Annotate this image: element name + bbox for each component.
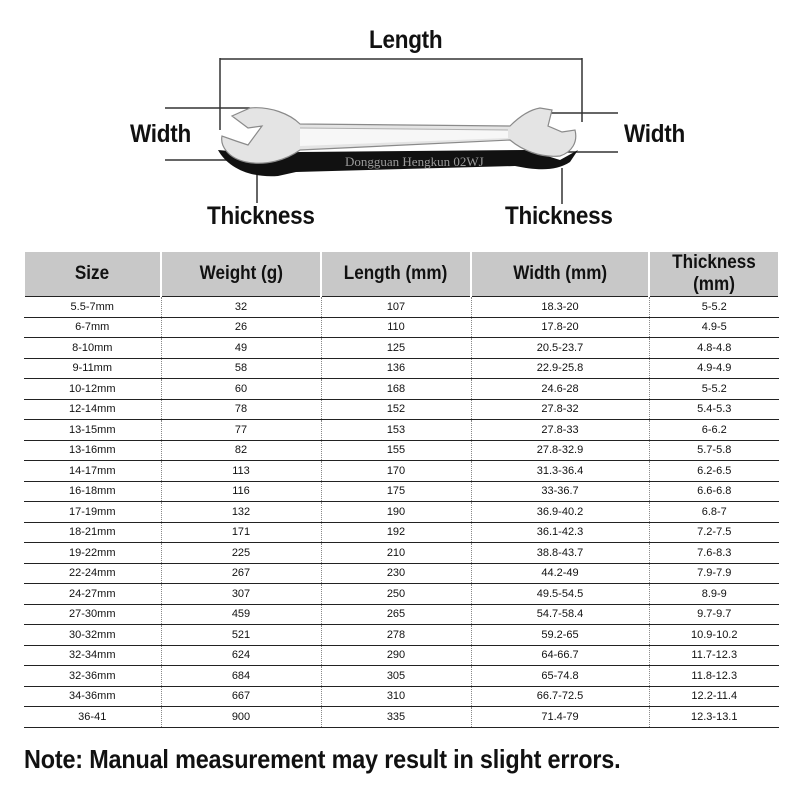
thickness-label-left: Thickness (207, 202, 315, 230)
header-weight: Weight (g) (161, 252, 321, 297)
table-row (24, 358, 779, 379)
table-row (24, 645, 779, 666)
weight-cell: 171 (161, 522, 321, 543)
width-cell: 71.4-79 (471, 707, 649, 728)
size-cell: 32-36mm (24, 666, 161, 687)
length-cell: 153 (321, 420, 471, 441)
width-cell: 36.9-40.2 (471, 502, 649, 523)
weight-cell: 624 (161, 645, 321, 666)
table-row (24, 625, 779, 646)
size-cell: 24-27mm (24, 584, 161, 605)
size-cell: 16-18mm (24, 481, 161, 502)
thickness-cell: 7.2-7.5 (649, 522, 779, 543)
size-cell: 32-34mm (24, 645, 161, 666)
size-cell: 30-32mm (24, 625, 161, 646)
length-cell: 310 (321, 686, 471, 707)
thickness-cell: 5.7-5.8 (649, 440, 779, 461)
weight-cell: 60 (161, 379, 321, 400)
width-cell: 20.5-23.7 (471, 338, 649, 359)
size-cell: 34-36mm (24, 686, 161, 707)
width-cell: 36.1-42.3 (471, 522, 649, 543)
table-row (24, 481, 779, 502)
thickness-cell: 10.9-10.2 (649, 625, 779, 646)
width-cell: 38.8-43.7 (471, 543, 649, 564)
thickness-cell: 8.9-9 (649, 584, 779, 605)
weight-cell: 225 (161, 543, 321, 564)
size-cell: 18-21mm (24, 522, 161, 543)
width-cell: 65-74.8 (471, 666, 649, 687)
table-row (24, 317, 779, 338)
length-cell: 305 (321, 666, 471, 687)
length-cell: 250 (321, 584, 471, 605)
size-cell: 13-15mm (24, 420, 161, 441)
table-row (24, 666, 779, 687)
table-row (24, 543, 779, 564)
weight-cell: 116 (161, 481, 321, 502)
length-cell: 278 (321, 625, 471, 646)
length-cell: 152 (321, 399, 471, 420)
size-cell: 13-16mm (24, 440, 161, 461)
table-row (24, 686, 779, 707)
length-label: Length (369, 26, 443, 54)
weight-cell: 684 (161, 666, 321, 687)
header-length: Length (mm) (321, 252, 471, 297)
thickness-cell: 11.8-12.3 (649, 666, 779, 687)
watermark-text: Dongguan Hengkun 02WJ (345, 154, 484, 169)
thickness-cell: 4.8-4.8 (649, 338, 779, 359)
table-row (24, 440, 779, 461)
thickness-cell: 9.7-9.7 (649, 604, 779, 625)
weight-cell: 307 (161, 584, 321, 605)
width-cell: 27.8-33 (471, 420, 649, 441)
weight-cell: 32 (161, 297, 321, 318)
width-label-right: Width (624, 120, 685, 148)
table-row (24, 338, 779, 359)
thickness-cell: 11.7-12.3 (649, 645, 779, 666)
weight-cell: 77 (161, 420, 321, 441)
table-row (24, 399, 779, 420)
measurement-note: Note: Manual measurement may result in slight errors. (24, 744, 621, 774)
header-width: Width (mm) (471, 252, 649, 297)
size-cell: 14-17mm (24, 461, 161, 482)
size-cell: 10-12mm (24, 379, 161, 400)
length-cell: 107 (321, 297, 471, 318)
width-cell: 18.3-20 (471, 297, 649, 318)
length-cell: 210 (321, 543, 471, 564)
weight-cell: 459 (161, 604, 321, 625)
weight-cell: 267 (161, 563, 321, 584)
width-cell: 44.2-49 (471, 563, 649, 584)
length-cell: 335 (321, 707, 471, 728)
size-cell: 12-14mm (24, 399, 161, 420)
size-cell: 19-22mm (24, 543, 161, 564)
size-cell: 5.5-7mm (24, 297, 161, 318)
weight-cell: 132 (161, 502, 321, 523)
thickness-cell: 5-5.2 (649, 297, 779, 318)
table-row (24, 563, 779, 584)
length-cell: 190 (321, 502, 471, 523)
weight-cell: 49 (161, 338, 321, 359)
table-row (24, 420, 779, 441)
table-row (24, 522, 779, 543)
length-cell: 192 (321, 522, 471, 543)
thickness-cell: 7.6-8.3 (649, 543, 779, 564)
weight-cell: 58 (161, 358, 321, 379)
thickness-cell: 4.9-5 (649, 317, 779, 338)
header-thickness: Thickness (mm) (649, 252, 779, 297)
table-row (24, 461, 779, 482)
width-cell: 64-66.7 (471, 645, 649, 666)
weight-cell: 113 (161, 461, 321, 482)
length-cell: 125 (321, 338, 471, 359)
width-cell: 54.7-58.4 (471, 604, 649, 625)
width-cell: 17.8-20 (471, 317, 649, 338)
size-cell: 8-10mm (24, 338, 161, 359)
thickness-cell: 12.2-11.4 (649, 686, 779, 707)
thickness-label-right: Thickness (505, 202, 613, 230)
table-row (24, 379, 779, 400)
length-cell: 265 (321, 604, 471, 625)
table-row (24, 707, 779, 728)
width-label-left: Width (130, 120, 191, 148)
table-header-row (24, 252, 779, 297)
size-cell: 6-7mm (24, 317, 161, 338)
width-cell: 66.7-72.5 (471, 686, 649, 707)
header-size: Size (24, 252, 161, 297)
width-cell: 27.8-32 (471, 399, 649, 420)
width-cell: 27.8-32.9 (471, 440, 649, 461)
thickness-cell: 6.2-6.5 (649, 461, 779, 482)
length-cell: 170 (321, 461, 471, 482)
size-cell: 22-24mm (24, 563, 161, 584)
weight-cell: 26 (161, 317, 321, 338)
width-cell: 33-36.7 (471, 481, 649, 502)
size-cell: 36-41 (24, 707, 161, 728)
length-cell: 168 (321, 379, 471, 400)
table-row (24, 297, 779, 318)
table-row (24, 502, 779, 523)
size-cell: 17-19mm (24, 502, 161, 523)
thickness-cell: 5.4-5.3 (649, 399, 779, 420)
thickness-cell: 7.9-7.9 (649, 563, 779, 584)
table-row (24, 584, 779, 605)
thickness-cell: 6-6.2 (649, 420, 779, 441)
width-cell: 22.9-25.8 (471, 358, 649, 379)
wrench-diagram (0, 0, 800, 245)
thickness-cell: 12.3-13.1 (649, 707, 779, 728)
weight-cell: 82 (161, 440, 321, 461)
weight-cell: 667 (161, 686, 321, 707)
weight-cell: 900 (161, 707, 321, 728)
width-cell: 24.6-28 (471, 379, 649, 400)
width-cell: 31.3-36.4 (471, 461, 649, 482)
thickness-cell: 5-5.2 (649, 379, 779, 400)
size-cell: 27-30mm (24, 604, 161, 625)
length-cell: 110 (321, 317, 471, 338)
width-cell: 59.2-65 (471, 625, 649, 646)
length-cell: 230 (321, 563, 471, 584)
thickness-cell: 4.9-4.9 (649, 358, 779, 379)
length-cell: 290 (321, 645, 471, 666)
length-cell: 175 (321, 481, 471, 502)
width-cell: 49.5-54.5 (471, 584, 649, 605)
weight-cell: 78 (161, 399, 321, 420)
table-body (24, 297, 779, 728)
length-cell: 136 (321, 358, 471, 379)
weight-cell: 521 (161, 625, 321, 646)
spec-table (23, 252, 780, 728)
table-row (24, 604, 779, 625)
thickness-cell: 6.8-7 (649, 502, 779, 523)
thickness-cell: 6.6-6.8 (649, 481, 779, 502)
length-cell: 155 (321, 440, 471, 461)
size-cell: 9-11mm (24, 358, 161, 379)
